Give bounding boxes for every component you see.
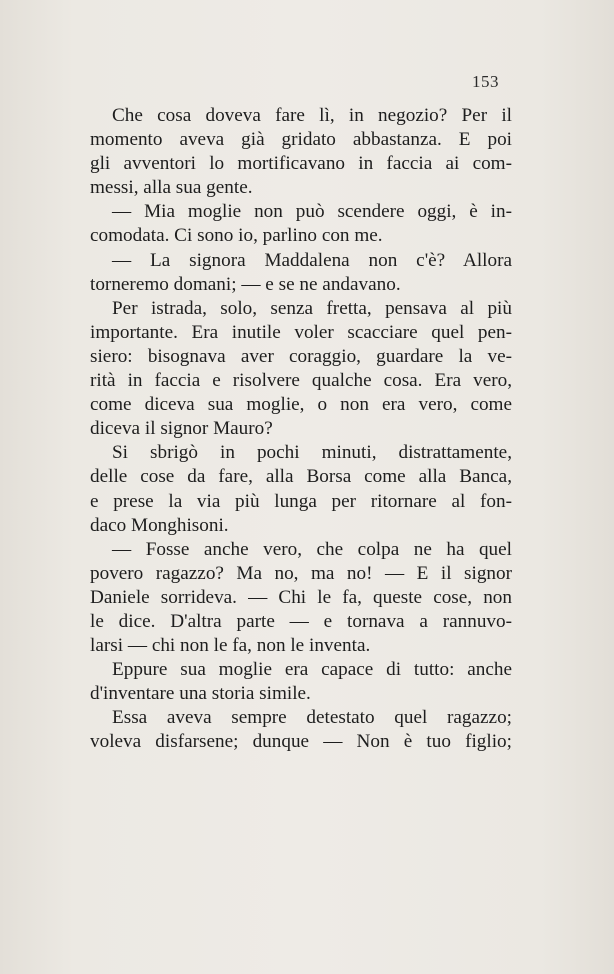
text-line: daco Monghisoni. xyxy=(90,514,229,536)
text-line: rità in faccia e risolvere qualche cosa. Era vero, xyxy=(90,370,512,392)
page-text xyxy=(90,104,512,755)
text-line: e prese la via più lunga per ritornare al fon- xyxy=(90,490,512,512)
text-line: Daniele sorrideva. — Chi le fa, queste cose, non xyxy=(90,586,512,608)
text-line: delle cose da fare, alla Borsa come alla Banca, xyxy=(90,466,512,488)
text-line: Essa aveva sempre detestato quel ragazzo; xyxy=(112,707,512,729)
text-line: momento aveva già gridato abbastanza. E poi xyxy=(90,129,512,151)
text-line: siero: bisognava aver coraggio, guardare la ve- xyxy=(90,345,512,367)
text-line: — Mia moglie non può scendere oggi, è in- xyxy=(112,201,512,223)
text-line: larsi — chi non le fa, non le inventa. xyxy=(90,635,371,657)
text-line: comodata. Ci sono io, parlino con me. xyxy=(90,225,383,247)
text-line: importante. Era inutile voler scacciare quel pen- xyxy=(90,321,512,343)
page-number: 153 xyxy=(472,72,499,91)
text-line: Che cosa doveva fare lì, in negozio? Per il xyxy=(112,105,512,126)
text-line: torneremo domani; — e se ne andavano. xyxy=(90,273,401,295)
text-line: messi, alla sua gente. xyxy=(90,177,253,199)
text-line: povero ragazzo? Ma no, ma no! — E il signor xyxy=(90,562,512,584)
text-line: diceva il signor Mauro? xyxy=(90,418,273,440)
text-line: d'inventare una storia simile. xyxy=(90,683,311,705)
text-line: — La signora Maddalena non c'è? Allora xyxy=(112,249,512,271)
text-line: Eppure sua moglie era capace di tutto: anche xyxy=(112,659,512,681)
text-line: Si sbrigò in pochi minuti, distrattamente, xyxy=(112,442,512,464)
text-line: le dice. D'altra parte — e tornava a rannuvo- xyxy=(90,610,512,632)
text-line: gli avventori lo mortificavano in faccia ai com- xyxy=(90,153,512,175)
text-line: — Fosse anche vero, che colpa ne ha quel xyxy=(112,538,512,560)
text-line: Per istrada, solo, senza fretta, pensava al più xyxy=(112,297,512,319)
text-line: come diceva sua moglie, o non era vero, come xyxy=(90,394,512,416)
text-line: voleva disfarsene; dunque — Non è tuo figlio; xyxy=(90,731,512,753)
